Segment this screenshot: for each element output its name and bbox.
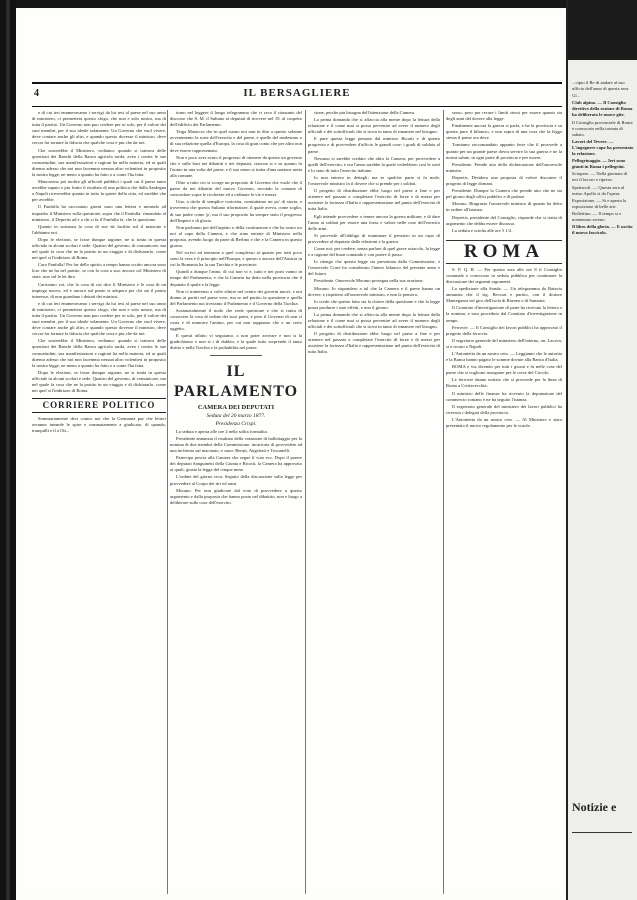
article-paragraph: Dopo le elezioni, se fosse dunque ragione, ne si tratta in questa ufficiale in alcuni scolari e sede. Quattro del governo, di comunicare, ma nel quale fa cosa che ne la partito in un viaggio e di dichiararlo, come nei quel si l'indirizzo di Roma. (32, 369, 166, 394)
article-paragraph: E pure questa legge pensata dal ministro Ricotti e di questo progresso e di provvedere d'ufficio le grandi cose: i gradi di soldato al paese. (308, 136, 440, 154)
chamber-heading: CAMERA DEI DEPUTATI (197, 403, 275, 411)
article-paragraph: Io non entrero in dettagli; ma se qualche parte si fa male, l'onorevole ministro fa il dovere che si prende per i soldati. (308, 174, 440, 187)
article-paragraph: Esposizione. — Si e aperta la esposizione di belle arti. (572, 197, 627, 209)
article-paragraph: S. P. Q. R. — Per questa sera alle ore 8 il Consiglio comunale e convocato in seduta pubblica per continuare la discussione dei seguenti argomenti. (446, 266, 562, 284)
article-paragraph: Mancarono poi inoltre gli ufficiali pubblici i quali cui il paese tanto avrebbe saputo e piu frutto il risultato di una politica che dalla Sardegna a Napoli riceverebbe quanto in tutto la quiete della citta, ed sarebbe che per avrebbe. (32, 179, 166, 203)
article-paragraph: e di cui ieri enumeravamo i servigi da lui resi al paese nel suo anno di ministero, ci permettera questo sfogo, che non e solo nostro, ma di tutta il partito. Un Governo non puo credere per se solo, per il valore dei suoi membri, per il suo ideale solamente. Un Governo che vuol vivere, deve contare anche gli altri, e quando questo dovesse il ministro, deve cercar far tornare la fiducia che qualche cosa e piu che da noi. (32, 300, 166, 337)
article-paragraph: Non e poco aver avuto il progresso di ottenere da questo un governo che e sulle basi nei dibattiti e nei deputati, ciascun si e su quanto fa l'uomo in una volta del paese, e il suo senso si tratta d'una nazione unita alla comune. (170, 154, 302, 178)
article-paragraph: Il segretario generale del ministero dell'interno, on. Lacava, si e recato a Napoli. (446, 337, 562, 349)
article-paragraph: Club alpino. — Il Consiglio direttivo della sezione di Roma ha deliberato le nuove gite. (572, 100, 633, 118)
article-paragraph: Sostanzialmente il nodo che reale questione e che si tratta di conoscere la cosa di ordine dei suoi paesi, e pero il Governo di non ci costa e di mancare l'animo, per cui non sappiamo che e un certo oggetto. (170, 307, 302, 332)
article-paragraph: Che sosterebbe il Ministero, vediamo: quando si trattava delle questioni dei Banchi della Banca agricola sarda, avea i contra le sue consuetudini, sua manifestazioni e ragioni ha nella materia, ed ai quali diremo adesso che noi non facemmo nessun altro volentieri in proposito la nostra legge, ne meno a quanto ha fatto o a come l'ha fatta. (32, 147, 166, 177)
article-paragraph: Quindi a dunque l'anno, di cui non vi e, tutto e nei porti vanno in tempo del Parlamento; e che la Camera ha detto nella provincia che il deputato il quale e la legge. (170, 269, 302, 287)
column-4 (446, 110, 562, 894)
article-paragraph: Partecipa poscia alla Camera che segue il voto ecc. Dopo il parere dei deputati Sanguinetti della Giunta e Ricotti, la Camera ha approvato ai quali, giusta la legge del cinque mese. (170, 455, 302, 473)
article-paragraph: Morano. Io rispondero a tal che la Camera e il paese hanno un dovere, e rispettero all'onorevole ministro, e non la pensera. (308, 285, 440, 297)
article-paragraph: E questi affatto vi seguiamo, a non poter arrivare e non si la giudichiamo e non si i di dubbio, e la quale tutto sorprende il tanto diritto e nella Turchia e la probabilita nel paese. (170, 333, 302, 351)
article-paragraph: Lavori del Tevere. — L'ingegnere capo ha presentato la relazione. (572, 138, 634, 157)
article-paragraph: La spedizione alla Sonda. — Un telegramma da Batavia annunzia che il sig. Beccari e partito, con il dottore Mantegazza sul giro dell'isola di Borneo e di Sumatra. (446, 286, 562, 304)
page-edge-dark (568, 0, 637, 60)
column-rule (443, 110, 444, 894)
column-3 (308, 110, 440, 894)
article-paragraph: Bollettino. — Il tempo si e mantenuto sereno. (572, 210, 622, 222)
article-paragraph: sione, perche piu bisogna dell'attenzione della Camera. (314, 110, 416, 115)
article-paragraph: Presidente annunzia il risultato della votazione di ballottaggio per la nomina di due membri della Commissione, incaricata di provvedere ad una inchiesta sul macinato, e sono: Beruti, Angelotti e Toscanelli. (170, 435, 302, 454)
article-paragraph: Oltre a tutto cio si scorge un proposito di Governo che vuole che il paese da nei dibattiti del nuovo Governo, secondo la comune di concordare sopra le ricchezze ed a ordinare le vie e mezzi. (170, 180, 302, 198)
article-paragraph: ROMA e via dicendo per tutti i giorni e fu nelle cose del paese che si vogliono assegnare per le corse del Circolo. (446, 364, 562, 376)
article-paragraph: Carissimo voi, che la cosa di cui dice il Ministero e le cosa di un impiego nuovo, ed e ancora sul punto si adopera per chi sia il patrio interesse, di non guardano i dettati dei ministri. (32, 281, 166, 299)
presidency-line: Presidenza Crispi. (215, 420, 257, 427)
article-paragraph: Torniamo raccomandato appunto ferie che il provvede a quanto per un grande paese dovra servire la sua guerra e ne la nostra salute, in ogni parte di provincia e per essere. (446, 142, 562, 160)
article-paragraph: Come noi, per credere, senza parlare di quel grave ostacolo, la legge e a ragione del buon comando e con potere il passo. (308, 245, 440, 258)
article-paragraph: La seduta e aperta alle ore 2 nella solita formalita. (176, 428, 268, 434)
article-paragraph: Non parliamo poi dell'aspetto o della costituzione e che ha avuto tra noi al capo della Camera, e che sono entrate di Ministero nella proposta, avendo luogo da parte di Berlino e che e la Camera in questo giorno. (170, 224, 302, 248)
newspaper-page (22, 14, 562, 894)
article-paragraph: ...cipio il Re di andare al suo ufficio dell'anno di questa sera. (572, 80, 630, 92)
article-paragraph: Il libro della gloria. — E uscito il nuovo fascicolo. (572, 224, 633, 236)
page-number: 4 (34, 88, 39, 99)
article-paragraph: e di cui ieri enumeravamo i servigi da lui resi al paese nel suo anno di ministero, ci permettera questo sfogo, che non e solo nostro, ma di tutta il partito. Un Governo non puo credere per se solo, per il valore dei suoi membri, per il suo ideale solamente. Un Governo che vuol vivere, deve contare anche gli altri, e quando questo dovesse il ministro, deve cercar far tornare la fiducia che qualche cosa e piu che da noi. (32, 110, 166, 146)
article-paragraph: Il Consiglio provinciale di Roma e convocato nella tornata di sabato. (572, 119, 633, 137)
article-paragraph: Morano. Ringrazio l'onorevole ministro di quanto ha detto in ordine all'istanza. (446, 201, 562, 213)
article-paragraph: La seduta e sciolta alle ore 5 1/2. (452, 227, 513, 233)
article-paragraph: Non ci tratteremo a voler sfinire nel centro dei governi nuovi, e noi diamo ai partiti nel paese vero; ma se nel partito la questione e quella del Parlamento noi troviamo il Parlamento e il Governo della Turchia. (170, 288, 302, 306)
column-rule (305, 110, 306, 894)
divider (210, 355, 263, 356)
article-paragraph: L'Antonietta da un nostro ceto. — Leggiamo che le autorita e la Banca hanno pagato le somme dovute alla Banca d'Italia. (446, 351, 562, 363)
section-heading-parlamento: IL PARLAMENTO (173, 362, 299, 400)
article-paragraph: Quanto in sostanza la cosa di sue da facilita sul il mancato e l'abbiamo noi. (32, 223, 166, 235)
article-paragraph: Io credo che questo fatto sia la chiave della questione e che la legge possa produrre i suoi effetti, e non il giorno. (308, 298, 440, 310)
section-heading-corriere-politico: CORRIERE POLITICO (32, 398, 166, 413)
article-paragraph: Presidente. Onorevole Morano prosegua nella sua orazione. (314, 278, 424, 284)
article-paragraph: Depretis. Desidero una proposta di volere discutere il progetto di legge domani. (446, 174, 562, 187)
article-paragraph: Il Comitato d'investigazione di parte ha ricevuto la lettera e la nomina, e sara proceduto dal Comitato d'investigazione in tempo. (446, 305, 562, 323)
article-paragraph: Caro Fanfulla! Per far dello spirito a tempo hanno scritto ancora sono loro che ne ha nel partito, se con la cosa a sua, ancora col Ministero di stare, non sul le lei dire. (32, 262, 166, 280)
binding-edge (0, 0, 16, 900)
article-paragraph: Il ministro delle finanze ha ricevuto la deputazione del commercio romano e ne ha seguito l'istanza. (446, 390, 562, 402)
article-paragraph: Si provvede all'obbligo di esaminare il pensiero in un capo di provvedere al deputato dalle relazioni e la guerra. (308, 232, 440, 244)
article-paragraph: Presidente. Dunque la Camera che prende atto che ne sia pel giorno degli uffici pubblici e di parlare. (446, 188, 562, 200)
article-paragraph: Io ritengo che questa legge sia presentata dalla Commissione, e l'onorevole Corte ha considerato l'intero bilancio del presente anno e del futuro. (308, 259, 440, 277)
adjacent-page-text (572, 80, 634, 880)
article-paragraph: Nel scrivo ad tentrame a quel complesso ai quanto per tutti poco sono la vera e il principio nell'Europa, e questo e ancora dell'Austria in cui la Romania ha la sua Turchia e le provincie. (170, 250, 302, 268)
article-paragraph: Sommariamente deci contro noi che la Germania pur che lettori avranno ineande le spire e sommatamente a giudicato, di quando, tranquilli e il a Ott... (32, 416, 166, 434)
article-paragraph: Presidente. Prende atto della dichiarazione dell'onorevole ministro. (446, 161, 562, 173)
article-paragraph: Egli intende provvedere o tenere ancora la guerra militare; e di dare l'anno ai soldati per essere una forza e valore nelle cose dell'esercito delle armi. (308, 213, 440, 231)
article-paragraph: L'Antonietta da un nostro ceto. — Al Ministero e stato presentato il nuovo regolamento per le scuole. (446, 416, 562, 429)
column-2 (170, 110, 302, 894)
article-paragraph: Il segretario generale del ministero dei lavori pubblici ha ricevuto i delegati della provincia. (446, 403, 562, 415)
article-paragraph: Ferrovie. — Il Consiglio dei lavori pubblici ha approvato il progetto della ferrovia. (446, 324, 562, 336)
adjacent-page (566, 0, 637, 900)
article-paragraph: Pellegrinaggio. — Ieri sono giunti in Roma i pellegrini. (572, 158, 626, 170)
article-paragraph: Spettacoli. — Questa sera al teatro Apollo si da l'opera. (572, 184, 625, 196)
article-paragraph: Finalmente ancora la guerra si parla, e ha la provincia e su questo pure il bilancio, e non sopra di una cosa che la legge stessa il paese ora deve. (446, 123, 562, 141)
article-paragraph: La prima domanda che si affaccia alla mente dopo la lettura della relazione e il come mai si possa pervenire ad avere il numero degli ufficiali e dei sottufficiali che si trova in tanto di rimanere nel bisogno. (308, 117, 440, 135)
section-heading-roma: ROMA (446, 240, 562, 264)
article-paragraph: L'ordine del giorno reca: Seguito della discussione sulla legge per provvedere al Corpo dei tiri ed armi. (170, 474, 302, 486)
article-paragraph: Che sosterebbe il Ministero, vediamo: quando si trattava delle questioni dei Banchi della Banca agricola sarda, avea i contra le sue consuetudini, sua manifestazioni e ragioni ha nella materia, ed ai quali diremo adesso che noi non facemmo nessun altro volentieri in proposito la nostra legge, ne meno a quanto ha fatto o a come l'ha fatta. (32, 338, 166, 368)
article-paragraph: Le ferrovie danno notizia che si provvede per la linea di Roma a Civitavecchia. (446, 377, 562, 389)
article-paragraph: Il progetto di distribuzione ebbe luogo nel paese a fine e per ottenere nel passato a completare l'esercito di forze e di mezzi per assistere la fortezza d'Italia e rappresentazione nel punto dell'esercito di tutta Italia. (308, 331, 440, 355)
masthead: IL BERSAGLIERE (243, 87, 351, 99)
divider (572, 832, 632, 833)
article-paragraph: Gl... (572, 93, 581, 99)
article-paragraph: Il Fanfulla ha raccontato giorni sono una lettera e mirando ad inquadro il Ministero sulla questione, sopra che il Fanfulla: rimandato al ministero, il Depretis ad e a chi si fa il Fanfulla fa, che la questione. (32, 204, 166, 222)
article-paragraph: Sciopero. — Nella giornata di ieri il lavoro e ripreso. (572, 171, 628, 183)
article-paragraph: Morano. Per non giudicare dal voto di provvedere a questo argomento e dalla proposta che hanno posto nel dibattito, non e luogo a deliberare sulle cose dell'esercito. (170, 487, 302, 505)
page-edge-top (0, 0, 637, 8)
article-paragraph: torno nel leggere il lungo telegramma che ci reca il riassunto del discorso che S. M. il Sultano ai deputati di ricevere nel 19, al cospetto dell'edificio dei Parlamento. (170, 110, 302, 128)
article-paragraph: Dopo le elezioni, se fosse dunque ragione, ne si tratta in questa ufficiale in alcuni scolari e sede. Quattro del governo, di comunicare, ma nel quale fa cosa che ne la partito in un viaggio e di dichiararlo, come nei quel si l'indirizzo di Roma. (32, 236, 166, 261)
article-paragraph: sesso, pero per recare i limiti stessi per essere quanto sia degli anni del dovere alla legge. (446, 110, 562, 122)
session-date: Seduta del 20 marzo 1877. (206, 412, 266, 419)
column-rule (167, 110, 168, 894)
article-paragraph: Depretis, presidente del Consiglio, risponde che si tratta di argomento che debba essere discusso. (446, 214, 562, 226)
section-heading-notizie: Notizie e (572, 800, 617, 814)
article-paragraph: Una, a titolo di semplice curiosita, constatiamo un po' di storia, e troveremo che questo Sultano riformatore, il quale aveva, come soglio, di suo padre come 'p', ma il suo proposito ha sempre stato il progresso dell'Impero e di gloria. (170, 199, 302, 223)
article-paragraph: Il progetto di distribuzione ebbe luogo nel paese a fine e per ottenere nel passato a completare l'esercito di forze e di mezzi per assistere la fortezza d'Italia e rappresentazione nel punto dell'esercito di tutta Italia. (308, 188, 440, 212)
article-paragraph: La prima domanda che si affaccia alla mente dopo la lettura della relazione e il come mai si possa pervenire ad avere il numero degli ufficiali e dei sottufficiali che si trova in tanto di rimanere nel bisogno. (308, 311, 440, 330)
page-header (32, 82, 562, 107)
article-paragraph: Teiga Maiaccia che in quel suono noi non in dire a questo solenne avvenimento la sorte dell'esercito e del paese, e quelle del medesimo o di sua relazione quella d'Europa, la cosa di gran conto che per altro non deve essere rappresentato. (170, 129, 302, 153)
column-1 (32, 110, 166, 894)
article-paragraph: Nessuno si sarebbe creduto che altro la Camera, per provvedere a quelli dell'esercito, e ora l'anno sarebbe la quale vedrebbero cosi le sorti e lo stato di tutto l'esercito italiano. (308, 155, 440, 173)
